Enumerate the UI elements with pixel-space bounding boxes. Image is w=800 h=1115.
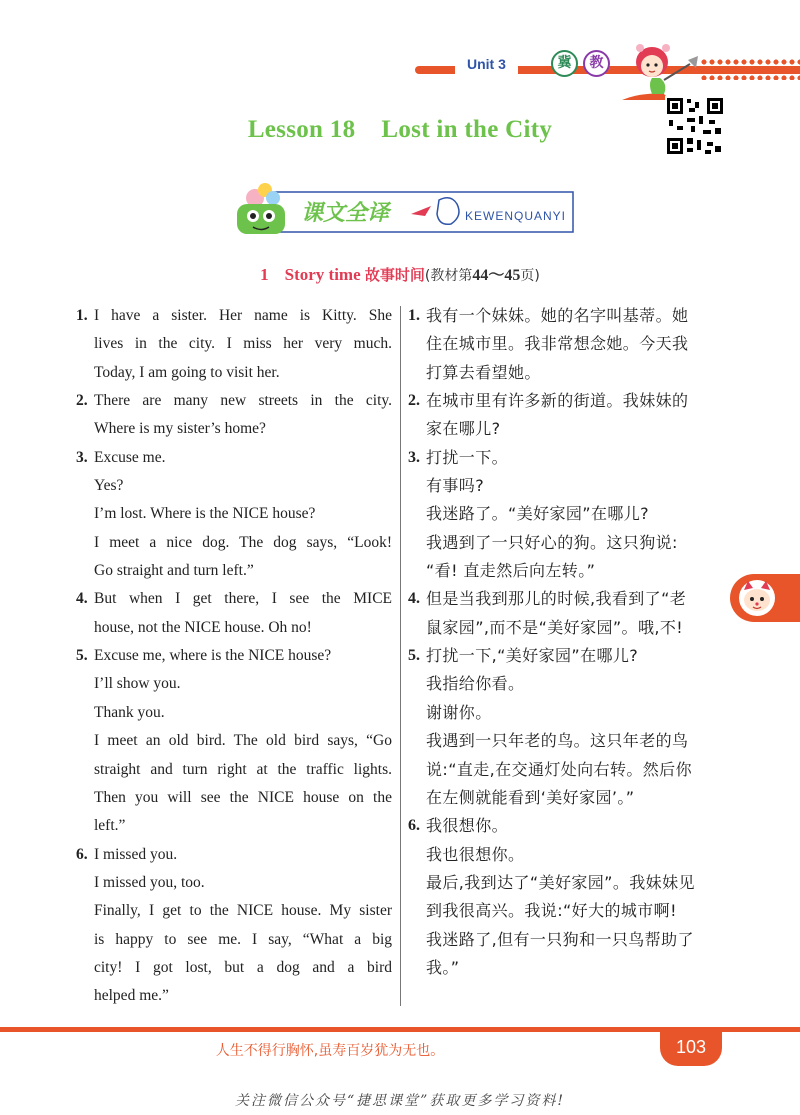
chinese-line: 打扰一下。 (426, 447, 509, 467)
section-title-en: Story time (284, 265, 361, 284)
chinese-paragraph-5 (408, 642, 726, 812)
english-line: helped me.” (94, 987, 169, 1005)
english-paragraph-2 (76, 387, 392, 444)
footer-watermark: 关注微信公众号“捷思课堂”获取更多学习资料! (235, 1093, 565, 1109)
footer-motto: 人生不得行胸怀,虽寿百岁犹为无也。 (215, 1043, 445, 1059)
chinese-line: 有事吗? (426, 476, 485, 496)
chinese-paragraph-6 (408, 812, 726, 982)
chinese-line: 打算去看望她。 (426, 362, 541, 382)
english-line: city! I got lost, but a dog and a bird (94, 958, 392, 976)
chinese-line: 我遇到了一只好心的狗。这只狗说: (426, 532, 678, 552)
chinese-line: 家在哪儿? (426, 419, 501, 439)
english-column (76, 302, 392, 1011)
chinese-line: 但是当我到那儿的时候,我看到了“老 (426, 589, 687, 609)
chinese-line: 我很想你。 (426, 816, 509, 836)
english-line: There are many new streets in the city. (94, 392, 392, 410)
chinese-line: 住在城市里。我非常想念她。今天我 (426, 334, 689, 354)
header-dot-pattern (700, 58, 800, 80)
chinese-line: 我也很想你。 (426, 844, 525, 864)
chinese-line: 在左侧就能看到‘美好家园’。” (426, 787, 635, 807)
chinese-line: 我有一个妹妹。她的名字叫基蒂。她 (426, 306, 689, 325)
text-translation-banner (225, 176, 575, 240)
chinese-line: 说:“直走,在交通灯处向右转。然后你 (426, 759, 692, 779)
chinese-line: “看! 直走然后向左转。” (426, 561, 596, 581)
mascot-girl-icon (612, 34, 712, 104)
chinese-paragraph-4 (408, 585, 726, 642)
fox-face-icon (737, 578, 777, 618)
english-line: Yes? (94, 477, 124, 495)
paragraph-number: 5. (408, 647, 420, 665)
chinese-line: 鼠家园”,而不是“美好家园”。哦,不! (426, 617, 684, 637)
unit-label: Unit 3 (455, 52, 518, 76)
publisher-badge-jiao: 教 (583, 50, 610, 77)
chinese-paragraph-2 (408, 387, 726, 444)
english-line: straight and turn right at the traffic lights. (94, 760, 392, 778)
banner-pinyin: KEWENQUANYI (465, 209, 567, 223)
english-paragraph-5 (76, 642, 392, 840)
english-line: I meet an old bird. The old bird says, “Go (94, 732, 392, 750)
paragraph-number: 3. (76, 448, 88, 466)
english-line: I missed you. (94, 845, 178, 863)
english-line: I’m lost. Where is the NICE house? (94, 505, 316, 523)
publisher-badge-ji: 冀 (551, 50, 578, 77)
english-line: I have a sister. Her name is Kitty. She (94, 307, 392, 324)
paragraph-number: 4. (76, 590, 88, 608)
banner-title: 课文全译 (301, 201, 390, 226)
chinese-paragraph-3 (408, 444, 726, 586)
english-line: Go straight and turn left.” (94, 562, 254, 580)
chinese-line: 我遇到一只年老的鸟。这只年老的鸟 (426, 731, 689, 751)
english-line: lives in the city. I miss her very much. (94, 335, 392, 353)
lesson-title (0, 116, 800, 144)
english-line: is happy to see me. I say, “What a big (94, 930, 392, 948)
english-line: I meet a nice dog. The dog says, “Look! (94, 533, 392, 551)
paragraph-number: 1. (76, 307, 88, 324)
paragraph-number: 3. (408, 448, 420, 466)
chinese-line: 我指给你看。 (426, 674, 525, 694)
english-line: Excuse me, where is the NICE house? (94, 647, 332, 665)
section-number: 1 (260, 265, 269, 284)
chinese-line: 我。” (426, 957, 460, 977)
english-paragraph-6 (76, 841, 392, 1011)
paragraph-number: 6. (408, 817, 420, 835)
chinese-line: 我迷路了。“美好家园”在哪儿? (426, 504, 650, 524)
section-heading (0, 262, 800, 285)
chinese-line: 谢谢你。 (426, 702, 492, 722)
english-line: Finally, I get to the NICE house. My sister (94, 902, 392, 920)
chinese-line: 到我很高兴。我说:“好大的城市啊! (426, 901, 677, 921)
paragraph-number: 2. (76, 392, 88, 410)
paragraph-number: 6. (76, 845, 88, 863)
english-line: Today, I am going to visit her. (94, 363, 280, 381)
paragraph-number: 1. (408, 307, 420, 324)
chinese-line: 在城市里有许多新的街道。我妹妹的 (426, 391, 689, 411)
lesson-number: Lesson 18 (247, 116, 356, 143)
english-paragraph-3 (76, 444, 392, 586)
textbook-reference: (教材第44～45页) (424, 267, 540, 284)
column-divider (400, 306, 401, 1006)
chinese-paragraph-1 (408, 302, 726, 387)
chinese-line: 我迷路了,但有一只狗和一只鸟帮助了 (426, 929, 694, 949)
english-line: Excuse me. (94, 448, 166, 466)
english-line: I’ll show you. (94, 675, 181, 693)
english-line: But when I get there, I see the MICE (94, 590, 392, 608)
english-paragraph-4 (76, 585, 392, 642)
english-line: Where is my sister’s home? (94, 420, 266, 438)
english-line: left.” (94, 817, 126, 835)
chinese-line: 最后,我到达了“美好家园”。我妹妹见 (426, 872, 695, 892)
paragraph-number: 5. (76, 647, 88, 665)
page-number: 103 (660, 1030, 722, 1066)
section-title-zh: 故事时间 (364, 266, 425, 284)
english-line: Thank you. (94, 703, 165, 721)
lesson-name: Lost in the City (381, 116, 553, 143)
english-line: house, not the NICE house. Oh no! (94, 618, 312, 636)
paragraph-number: 4. (408, 590, 420, 608)
paragraph-number: 2. (408, 392, 420, 410)
chinese-line: 打扰一下,“美好家园”在哪儿? (426, 646, 639, 666)
english-line: Then you will see the NICE house on the (94, 788, 392, 806)
chinese-column (408, 302, 726, 982)
english-line: I missed you, too. (94, 873, 205, 891)
english-paragraph-1 (76, 302, 392, 387)
